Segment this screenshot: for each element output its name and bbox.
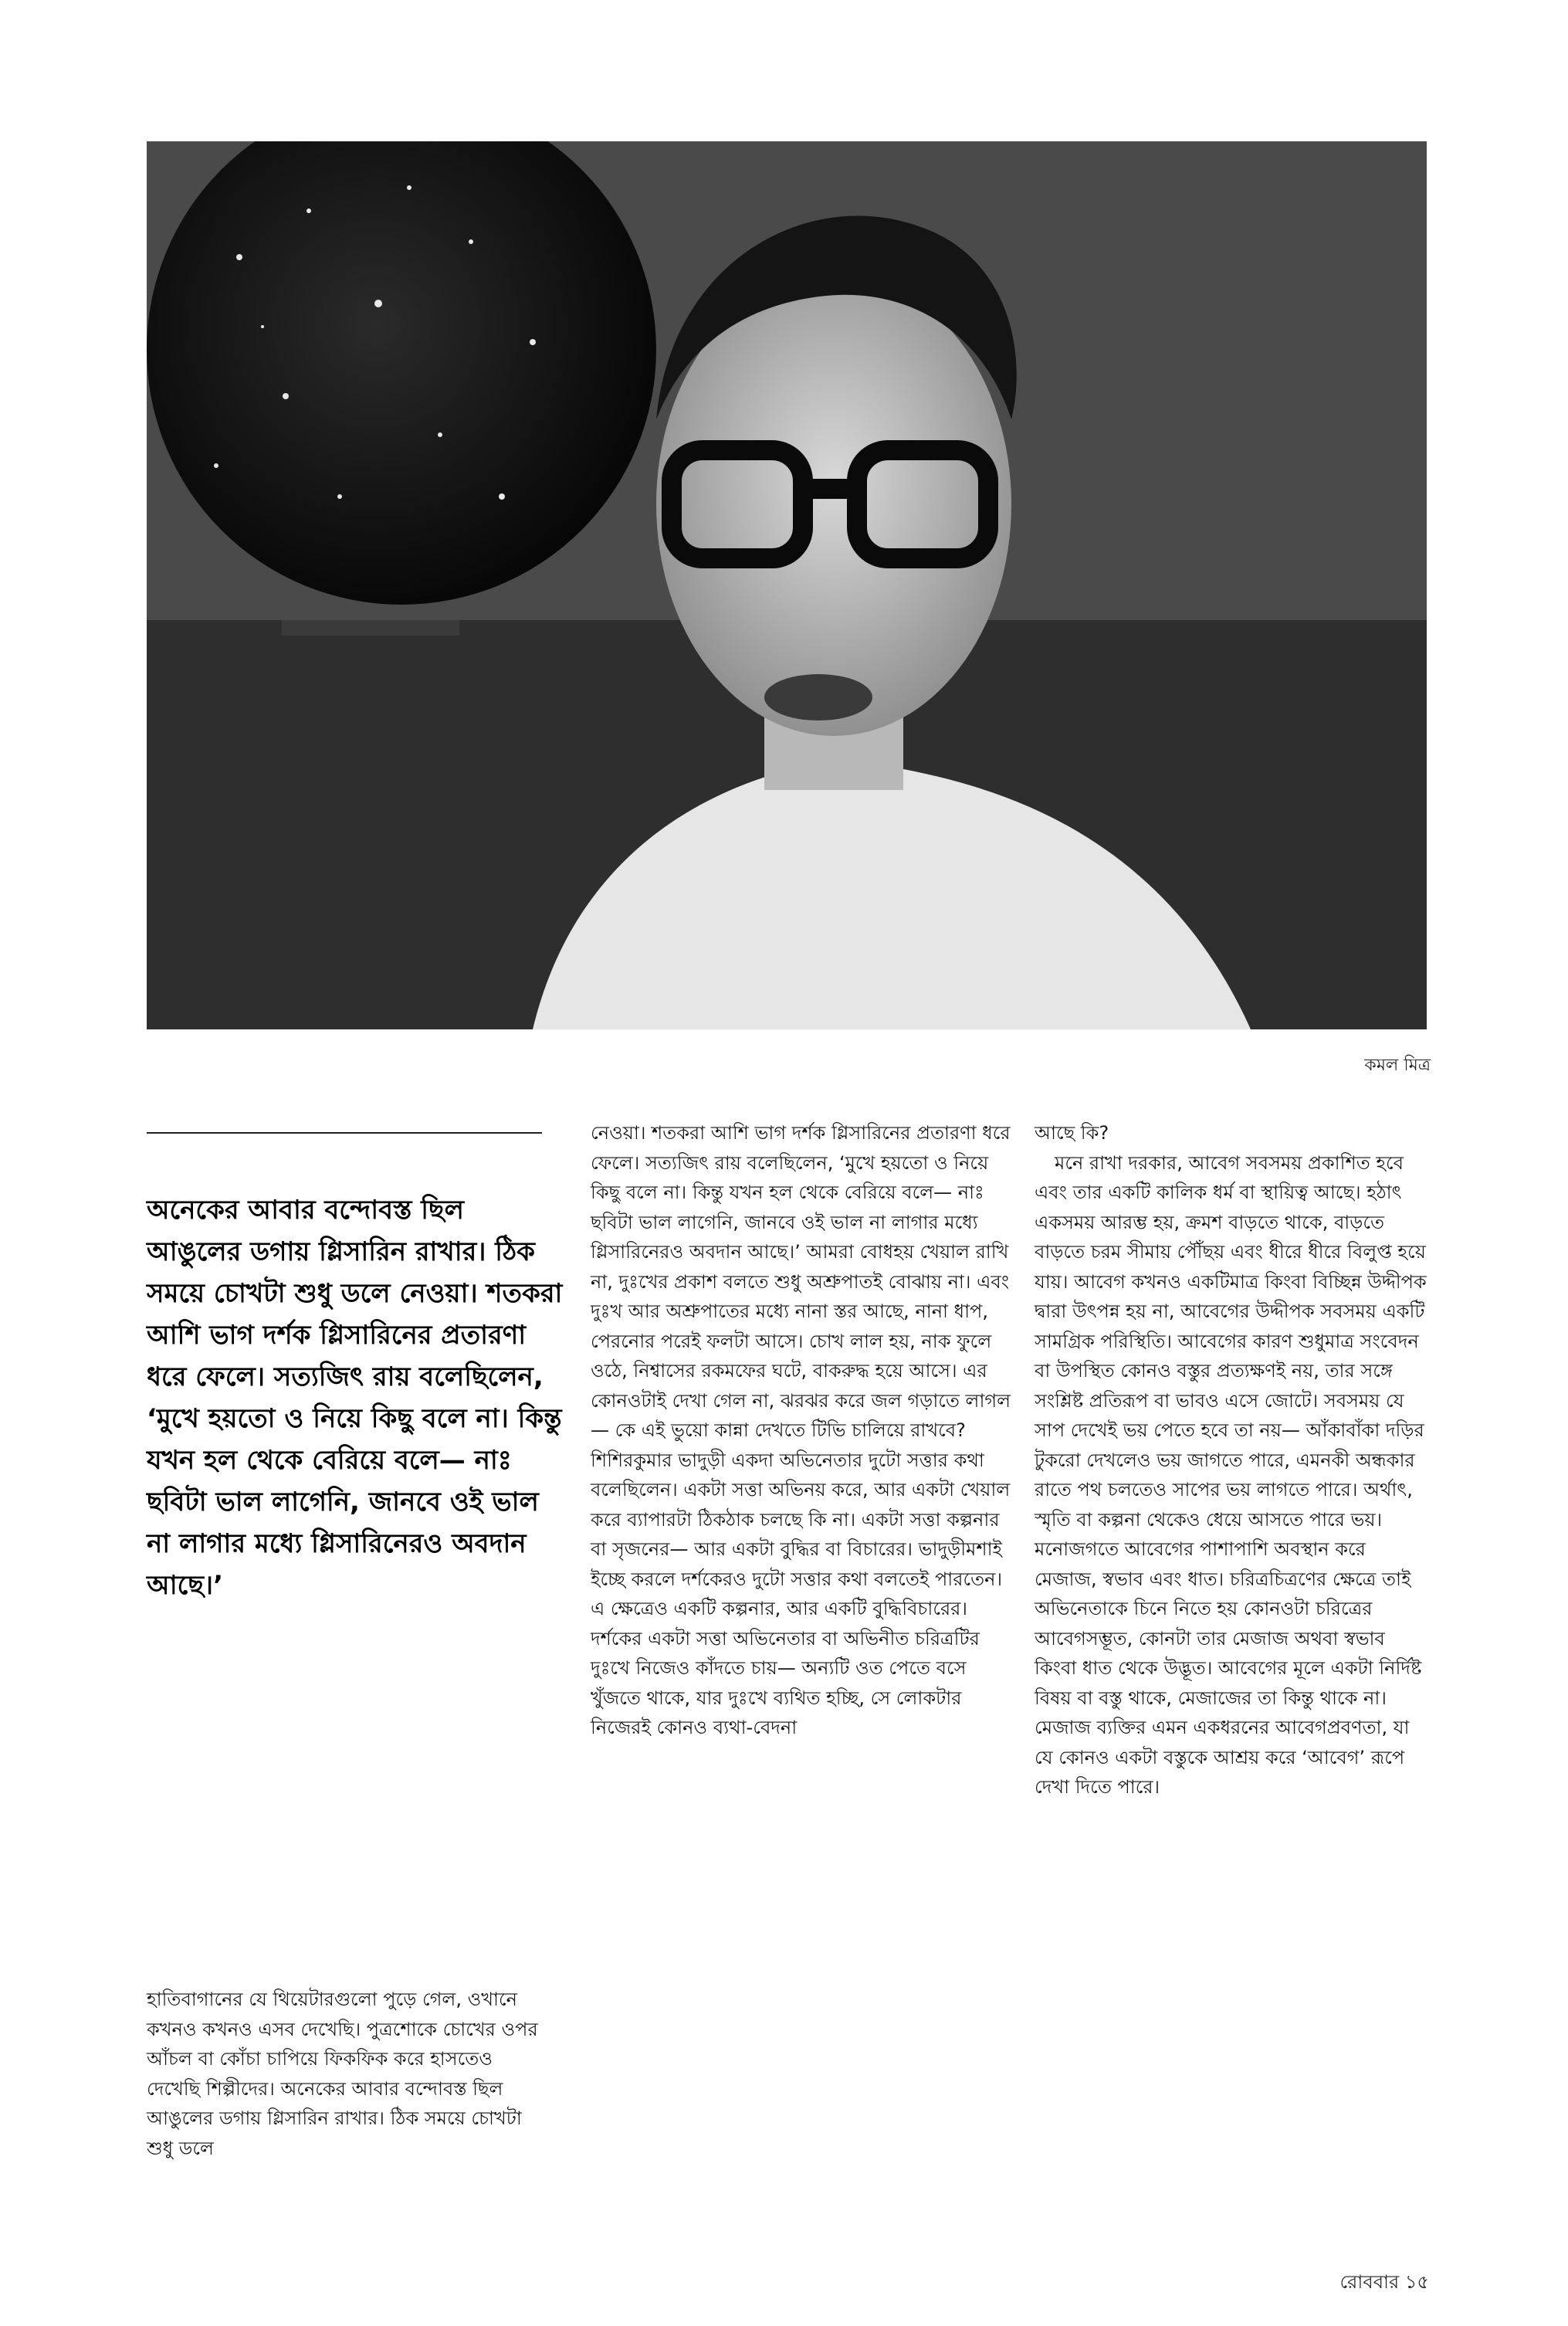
- pull-quote: অনেকের আবার বন্দোবস্ত ছিল আঙুলের ডগায় গ্লিসারিন রাখার। ঠিক সময়ে চোখটা শুধু ডলে নেওয়া। শতকরা আশি ভাগ দর্শক গ্লিসারিনের প্রতারণা ধরে ফেলে। সত্যজিৎ রায় বলেছিলেন, ‘মুখে হয়তো ও নিয়ে কিছু বলে না। কিন্তু যখন হল থেকে বেরিয়ে বলে— নাঃ ছবিটা ভাল লাগেনি, জানবে ওই ভাল না লাগার মধ্যে গ্লিসারিনেরও অবদান আছে।’: [147, 1195, 563, 1601]
- body-column-2: [591, 1118, 1011, 1743]
- column-3-paragraph-1: আছে কি?: [1035, 1122, 1109, 1144]
- pull-quote-rule: [147, 1132, 542, 1134]
- photo-caption: কমল মিত্র: [1364, 1056, 1431, 1075]
- column-2-text: নেওয়া। শতকরা আশি ভাগ দর্শক গ্লিসারিনের প্রতারণা ধরে ফেলে। সত্যজিৎ রায় বলেছিলেন, ‘মুখে হয়তো ও নিয়ে কিছু বলে না। কিন্তু যখন হল থেকে বেরিয়ে বলে— নাঃ ছবিটা ভাল লাগেনি, জানবে ওই ভাল না লাগার মধ্যে গ্লিসারিনেরও অবদান আছে।’ আমরা বোধহয় খেয়াল রাখি না, দুঃখের প্রকাশ বলতে শুধু অশ্রুপাতই বোঝায় না। এবং দুঃখ আর অশ্রুপাতের মধ্যে নানা স্তর আছে, নানা ধাপ, পেরনোর পরেই ফলটা আসে। চোখ লাল হয়, নাক ফুলে ওঠে, নিশ্বাসের রকমফের ঘটে, বাকরুদ্ধ হয়ে আসে। এর কোনওটাই দেখা গেল না, ঝরঝর করে জল গড়াতে লাগল— কে এই ভুয়ো কান্না দেখতে টিভি চালিয়ে রাখবে? শিশিরকুমার ভাদুড়ী একদা অভিনেতার দুটো সত্তার কথা বলেছিলেন। একটা সত্তা অভিনয় করে, আর একটা খেয়াল করে ব্যাপারটা ঠিকঠাক চলছে কি না। একটা সত্তা কল্পনার বা সৃজনের— আর একটা বুদ্ধির বা বিচারের। ভাদুড়ীমশাই ইচ্ছে করলে দর্শকেরও দুটো সত্তার কথা বলতেই পারতেন। এ ক্ষেত্রেও একটি কল্পনার, আর একটি বুদ্ধিবিচারের। দর্শকের একটা সত্তা অভিনেতার বা অভিনীত চরিত্রটির দুঃখে নিজেও কাঁদতে চায়— অন্যটি ওত পেতে বসে খুঁজতে থাকে, যার দুঃখে ব্যথিত হচ্ছি, সে লোকটার নিজেরই কোনও ব্যথা-বেদনা: [591, 1122, 1011, 1738]
- body-column-3: [1035, 1118, 1428, 1802]
- body-column-1: [147, 1985, 548, 2163]
- portrait-illustration: [147, 141, 1427, 1029]
- mouth: [764, 674, 872, 721]
- page-folio: রোববার ১৫: [1339, 2271, 1429, 2293]
- column-3-paragraph-2: মনে রাখা দরকার, আবেগ সবসময় প্রকাশিত হবে এবং তার একটি কালিক ধর্ম বা স্থায়িত্ব আছে। হঠাৎ একসময় আরম্ভ হয়, ক্রমশ বাড়তে থাকে, বাড়তে বাড়তে চরম সীমায় পৌঁছয় এবং ধীরে ধীরে বিলুপ্ত হয়ে যায়। আবেগ কখনও একটিমাত্র কিংবা বিচ্ছিন্ন উদ্দীপক দ্বারা উৎপন্ন হয় না, আবেগের উদ্দীপক সবসময় একটি সামগ্রিক পরিস্থিতি। আবেগের কারণ শুধুমাত্র সংবেদন বা উপস্থিত কোনও বস্তুর প্রত্যক্ষণই নয়, তার সঙ্গে সংশ্লিষ্ট প্রতিরূপ বা ভাবও এসে জোটে। সবসময় যে সাপ দেখেই ভয় পেতে হবে তা নয়— আঁকাবাঁকা দড়ির টুকরো দেখলেও ভয় জাগতে পারে, এমনকী অন্ধকার রাতে পথ চলতেও সাপের ভয় লাগতে পারে। অর্থাৎ, স্মৃতি বা কল্পনা থেকেও ধেয়ে আসতে পারে ভয়। মনোজগতে আবেগের পাশাপাশি অবস্থান করে মেজাজ, স্বভাব এবং ধাত। চরিত্রচিত্রণের ক্ষেত্রে তাই অভিনেতাকে চিনে নিতে হয় কোনওটা চরিত্রের আবেগসম্ভূত, কোনটা তার মেজাজ অথবা স্বভাব কিংবা ধাত থেকে উদ্ভূত। আবেগের মূলে একটা নির্দিষ্ট বিষয় বা বস্তু থাকে, মেজাজের তা কিন্তু থাকে না। মেজাজ ব্যক্তির এমন একধরনের আবেগপ্রবণতা, যা যে কোনও একটা বস্তুকে আশ্রয় করে ‘আবেগ’ রূপে দেখা দিতে পারে।: [1035, 1151, 1427, 1798]
- portrait-photo: [147, 141, 1427, 1029]
- column-1-text: হাতিবাগানের যে থিয়েটারগুলো পুড়ে গেল, ওখানে কখনও কখনও এসব দেখেছি। পুত্রশোকে চোখের ওপর আঁচল বা কোঁচা চাপিয়ে ফিকফিক করে হাসতেও দেখেছি শিল্পীদের। অনেকের আবার বন্দোবস্ত ছিল আঙুলের ডগায় গ্লিসারিন রাখার। ঠিক সময়ে চোখটা শুধু ডলে: [147, 1989, 538, 2159]
